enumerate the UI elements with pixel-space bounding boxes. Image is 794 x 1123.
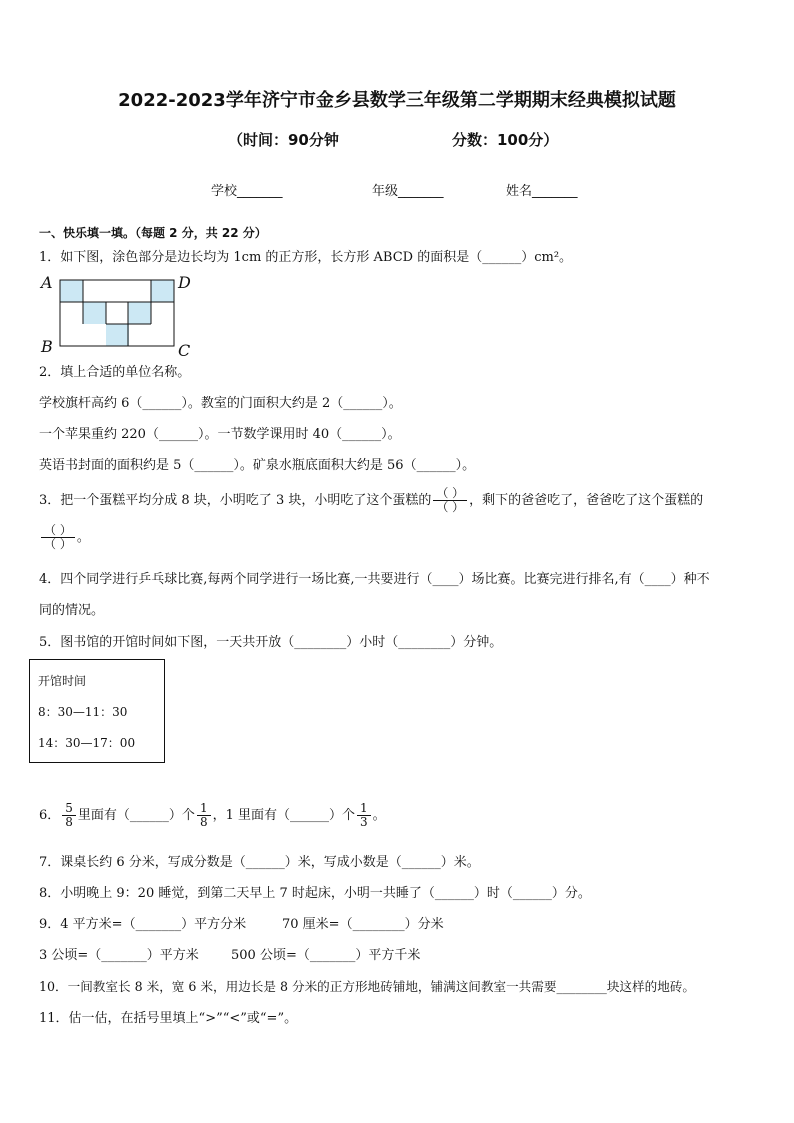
question-5: 5．图书馆的开馆时间如下图，一天共开放（________）小时（________）分钟。 [39, 635, 503, 650]
fraction-blank: $\frac{( )}{( )}$ [41, 524, 75, 551]
section-heading: 一、快乐填一填。（每题 2 分，共 22 分） [39, 226, 267, 240]
label-c: C [178, 341, 191, 360]
label-a: A [41, 273, 53, 292]
question-4: 4．四个同学进行乒乓球比赛,每两个同学进行一场比赛,一共要进行（____）场比赛。比赛完进行排名,有（____）种不 [39, 572, 710, 587]
question-2-line-3: 英语书封面的面积约是 5（______）。矿泉水瓶底面积大约是 56（______）。 [39, 458, 476, 473]
morning-hours: 8：30—11：30 [38, 705, 128, 719]
question-9-c: 3 公顷=（_______）平方米 [39, 948, 199, 963]
school-field: 学校_______ [211, 184, 283, 199]
exam-score: 分数：100分） [452, 131, 559, 149]
shaded-squares [60, 280, 174, 346]
afternoon-hours: 14：30—17：00 [38, 736, 136, 750]
question-7: 7．课桌长约 6 分米，写成分数是（______）米，写成小数是（______）米。 [39, 855, 480, 870]
question-2-line-2: 一个苹果重约 220（______）。一节数学课用时 40（______）。 [39, 427, 401, 442]
fraction-1-8: $\frac{1}{8}$ [197, 802, 211, 829]
shaded-square [128, 302, 151, 324]
rectangle-abcd-figure [38, 270, 198, 360]
question-9-a: 9．4 平方米=（_______）平方分米 [39, 917, 247, 932]
shaded-square [106, 324, 129, 346]
fraction-1-3: $\frac{1}{3}$ [357, 802, 371, 829]
question-2: 2．填上合适的单位名称。 [39, 365, 191, 380]
question-9-b: 70 厘米=（________）分米 [282, 917, 444, 932]
name-field: 姓名_______ [506, 184, 578, 199]
grade-field: 年级_______ [372, 184, 444, 199]
question-3-end: $\frac{( )}{( )}$ 。 [39, 524, 90, 551]
opening-hours-box [29, 659, 165, 763]
page-title: 2022-2023学年济宁市金乡县数学三年级第二学期期末经典模拟试题 [118, 90, 676, 111]
question-2-line-1: 学校旗杆高约 6（______）。教室的门面积大约是 2（______）。 [39, 396, 402, 411]
shaded-square [151, 280, 174, 302]
exam-time: （时间：90分钟 [228, 131, 339, 149]
question-6: 6． $\frac{5}{8}$ 里面有（______）个 $\frac{1}{8}$ ，1 里面有（______）个 $\frac{1}{3}$ 。 [39, 801, 386, 829]
shaded-square [60, 280, 83, 302]
question-11: 11．估一估，在括号里填上“>”“<”或“=”。 [39, 1011, 298, 1026]
label-d: D [178, 273, 191, 292]
fraction-blank: $\frac{( )}{( )}$ [433, 487, 467, 514]
question-3: 3．把一个蛋糕平均分成 8 块，小明吃了 3 块，小明吃了这个蛋糕的 $\frac{( )}{( )}$ ，剩下的爸爸吃了，爸爸吃了这个蛋糕的 [39, 486, 704, 514]
question-10: 10．一间教室长 8 米，宽 6 米，用边长是 8 分米的正方形地砖铺地，铺满这间教室一共需要________块这样的地砖。 [39, 979, 695, 994]
opening-hours-title: 开馆时间 [38, 674, 87, 688]
question-9-d: 500 公顷=（_______）平方千米 [231, 948, 421, 963]
question-1: 1．如下图，涂色部分是边长均为 1cm 的正方形，长方形 ABCD 的面积是（______）cm²。 [39, 250, 573, 265]
shaded-square [83, 302, 106, 324]
label-b: B [41, 337, 53, 356]
question-4-line-2: 同的情况。 [39, 603, 105, 618]
question-8: 8．小明晚上 9：20 睡觉，到第二天早上 7 时起床，小明一共睡了（______）时（______）分。 [39, 886, 591, 901]
fraction-5-8: $\frac{5}{8}$ [62, 802, 76, 829]
